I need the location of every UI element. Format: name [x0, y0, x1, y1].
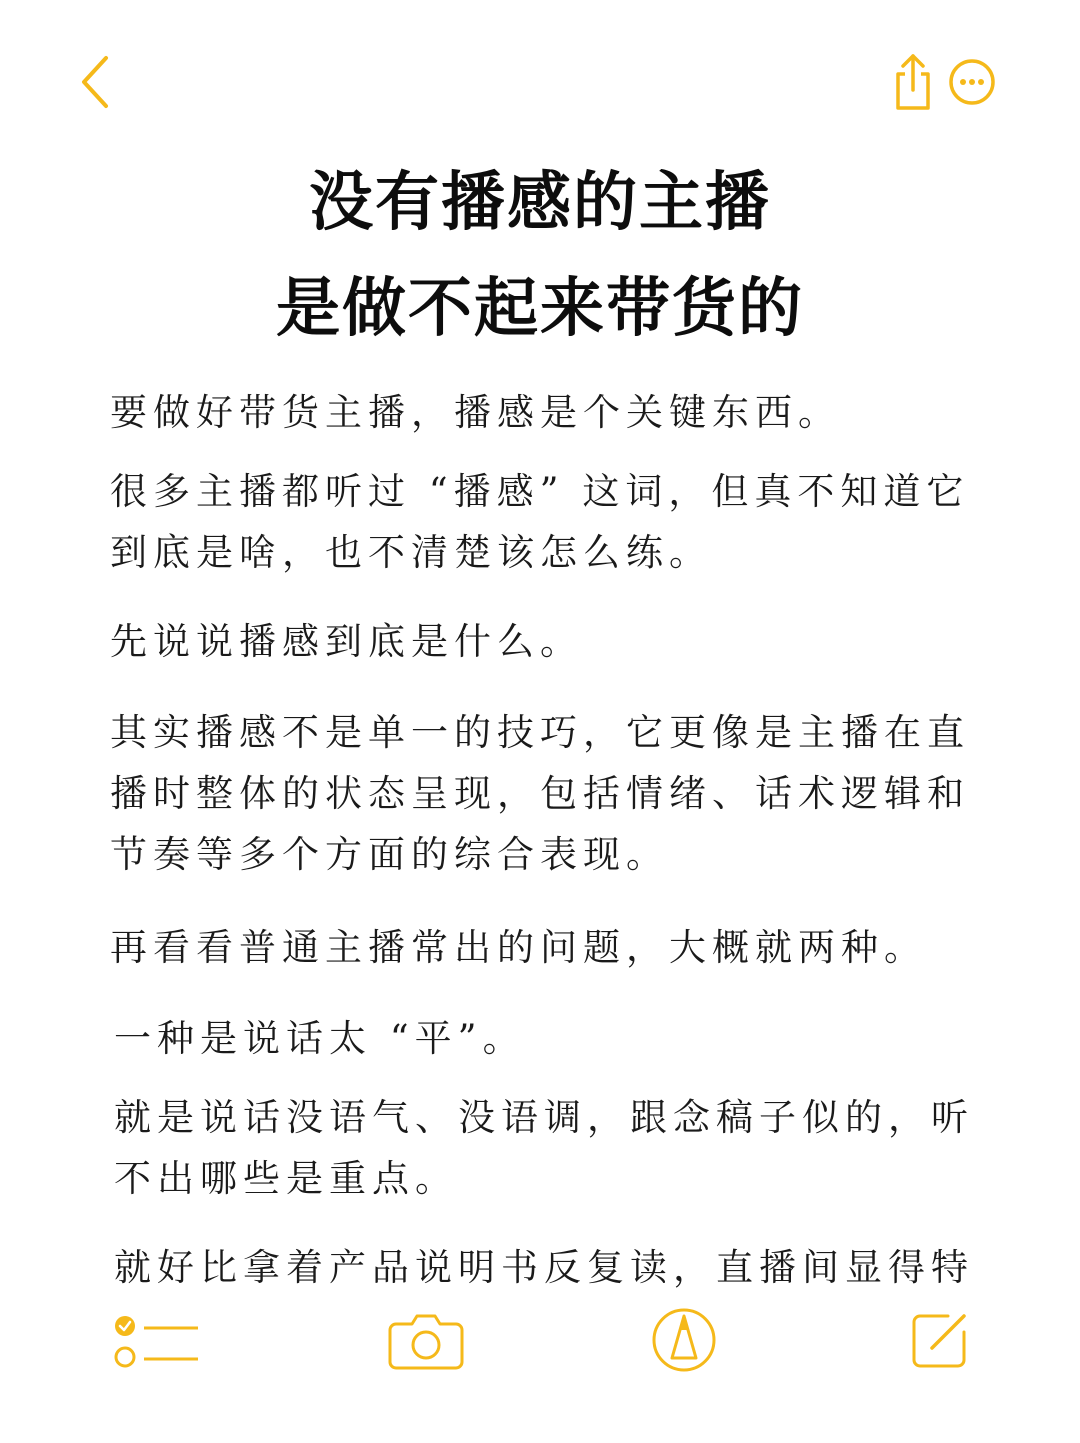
- checklist-button[interactable]: [112, 1310, 202, 1372]
- camera-button[interactable]: [386, 1310, 466, 1372]
- bottom-toolbar: [0, 1296, 1080, 1443]
- paragraph: 其实播感不是单一的技巧，它更像是主播在直播时整体的状态呈现，包括情绪、话术逻辑和节奏等多个方面的综合表现。: [110, 711, 970, 876]
- paragraph: 就好比拿着产品说明书反复读，直播间显得特: [114, 1246, 974, 1289]
- title-line-2: 是做不起来带货的: [276, 272, 804, 346]
- chevron-left-icon: [72, 48, 122, 118]
- share-icon: [888, 50, 938, 114]
- pen-tip-icon: [650, 1306, 718, 1374]
- share-button[interactable]: [888, 50, 938, 114]
- note-body[interactable]: [110, 382, 980, 1298]
- paragraph: 就是说话没语气、没语调，跟念稿子似的，听不出哪些是重点。: [114, 1096, 974, 1200]
- back-button[interactable]: [72, 48, 122, 118]
- note-title: [0, 150, 1080, 362]
- compose-button[interactable]: [908, 1308, 972, 1372]
- paragraph: 再看看普通主播常出的问题，大概就两种。: [110, 926, 927, 969]
- top-toolbar: [0, 0, 1080, 150]
- ellipsis-circle-icon: [944, 54, 1000, 110]
- paragraph: 要做好带货主播，播感是个关键东西。: [110, 391, 841, 434]
- paragraph: 先说说播感到底是什么。: [110, 620, 583, 663]
- markup-button[interactable]: [650, 1306, 718, 1374]
- compose-icon: [908, 1308, 972, 1372]
- paragraph: 一种是说话太 “平”。: [114, 1017, 526, 1060]
- title-line-1: 没有播感的主播: [309, 166, 771, 240]
- checklist-icon: [112, 1310, 202, 1372]
- more-options-button[interactable]: [944, 54, 1000, 110]
- paragraph: 很多主播都听过 “播感” 这词，但真不知道它到底是啥，也不清楚该怎么练。: [110, 470, 970, 574]
- camera-icon: [386, 1310, 466, 1372]
